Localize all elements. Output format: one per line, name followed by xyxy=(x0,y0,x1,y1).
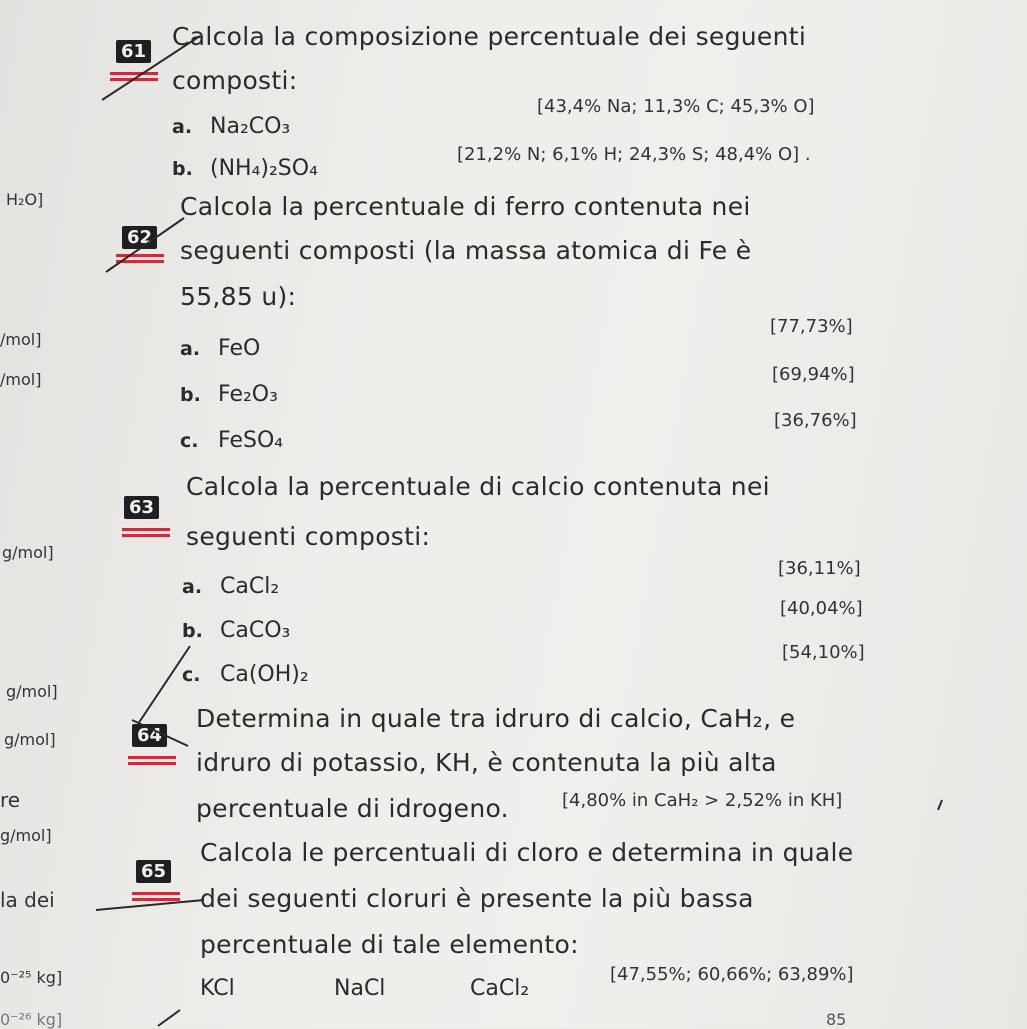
item-letter: c. xyxy=(182,664,201,686)
margin-note: la dei xyxy=(0,888,55,912)
exercise-63 xyxy=(124,496,159,519)
item-letter: a. xyxy=(172,116,193,138)
answer: [4,80% in CaH₂ > 2,52% in KH] xyxy=(562,790,843,811)
margin-note: re xyxy=(0,788,21,812)
margin-note: g/mol] xyxy=(2,543,54,562)
margin-note: 0⁻²⁵ kg] xyxy=(0,968,63,987)
answer: [47,55%; 60,66%; 63,89%] xyxy=(610,964,854,985)
answer: [69,94%] xyxy=(772,364,855,385)
formula: Na₂CO₃ xyxy=(210,114,291,139)
answer: [77,73%] xyxy=(770,316,853,337)
exercise-number: 64 xyxy=(132,724,167,747)
list-item xyxy=(180,336,260,361)
exercise-title-line: Determina in quale tra idruro di calcio, CaH₂, e xyxy=(196,704,796,733)
formula: CaCO₃ xyxy=(220,618,291,643)
exercise-title-line: percentuale di idrogeno. xyxy=(196,794,509,823)
formula: FeO xyxy=(218,336,261,361)
item-letter: c. xyxy=(180,430,199,452)
exercise-number: 65 xyxy=(136,860,171,883)
list-item xyxy=(182,662,309,687)
list-item xyxy=(172,114,290,139)
exercise-title-line: 55,85 u): xyxy=(180,282,297,311)
difficulty-bars xyxy=(128,756,176,766)
handwritten-stroke xyxy=(150,1006,190,1028)
answer: [54,10%] xyxy=(782,642,865,663)
item-letter: a. xyxy=(180,338,201,360)
exercise-number: 62 xyxy=(122,226,157,249)
item-letter: b. xyxy=(172,158,193,180)
answer: [36,76%] xyxy=(774,410,857,431)
answer: [43,4% Na; 11,3% C; 45,3% O] xyxy=(537,96,815,117)
list-item xyxy=(172,156,318,181)
exercise-65 xyxy=(136,860,171,883)
compound: CaCl₂ xyxy=(470,976,530,1001)
handwritten-cross xyxy=(128,716,198,752)
answer: [21,2% N; 6,1% H; 24,3% S; 48,4% O] . xyxy=(457,144,811,165)
margin-note: g/mol] xyxy=(6,682,58,701)
formula: Fe₂O₃ xyxy=(218,382,278,407)
item-letter: b. xyxy=(180,384,201,406)
exercise-title-line: percentuale di tale elemento: xyxy=(200,930,579,959)
exercise-title-line: Calcola le percentuali di cloro e determina in quale xyxy=(200,838,854,867)
handwritten-stroke xyxy=(92,890,212,920)
exercise-title-line: seguenti composti (la massa atomica di Fe è xyxy=(180,236,752,265)
formula: Ca(OH)₂ xyxy=(220,662,309,687)
exercise-title-line: seguenti composti: xyxy=(186,522,431,551)
answer: [36,11%] xyxy=(778,558,861,579)
page-number: 85 xyxy=(826,1010,847,1029)
formula: CaCl₂ xyxy=(220,574,280,599)
formula: FeSO₄ xyxy=(218,428,284,453)
difficulty-bars xyxy=(122,528,170,538)
formula: (NH₄)₂SO₄ xyxy=(210,156,318,181)
margin-note: 0⁻²⁶ kg] xyxy=(0,1010,63,1029)
margin-note: /mol] xyxy=(0,330,42,349)
exercise-title-line: Calcola la percentuale di ferro contenuta nei xyxy=(180,192,751,221)
list-item xyxy=(182,574,279,599)
compound: KCl xyxy=(200,976,235,1001)
exercise-title-line: Calcola la percentuale di calcio contenuta nei xyxy=(186,472,770,501)
margin-note: H₂O] xyxy=(6,190,44,209)
handwritten-mark xyxy=(930,796,950,816)
exercise-title-line: Calcola la composizione percentuale dei seguenti xyxy=(172,22,807,51)
margin-note: g/mol] xyxy=(0,826,52,845)
margin-note: /mol] xyxy=(0,370,42,389)
handwritten-cross xyxy=(100,210,190,280)
margin-note: g/mol] xyxy=(4,730,56,749)
item-letter: b. xyxy=(182,620,203,642)
list-item xyxy=(180,428,283,453)
exercise-title-line: idruro di potassio, KH, è contenuta la più alta xyxy=(196,748,777,777)
exercise-number: 63 xyxy=(124,496,159,519)
exercise-title-line: composti: xyxy=(172,66,298,95)
list-item xyxy=(180,382,278,407)
compound: NaCl xyxy=(334,976,386,1001)
item-letter: a. xyxy=(182,576,203,598)
exercise-title-line: dei seguenti cloruri è presente la più bassa xyxy=(200,884,754,913)
answer: [40,04%] xyxy=(780,598,863,619)
exercise-number: 61 xyxy=(116,40,151,63)
